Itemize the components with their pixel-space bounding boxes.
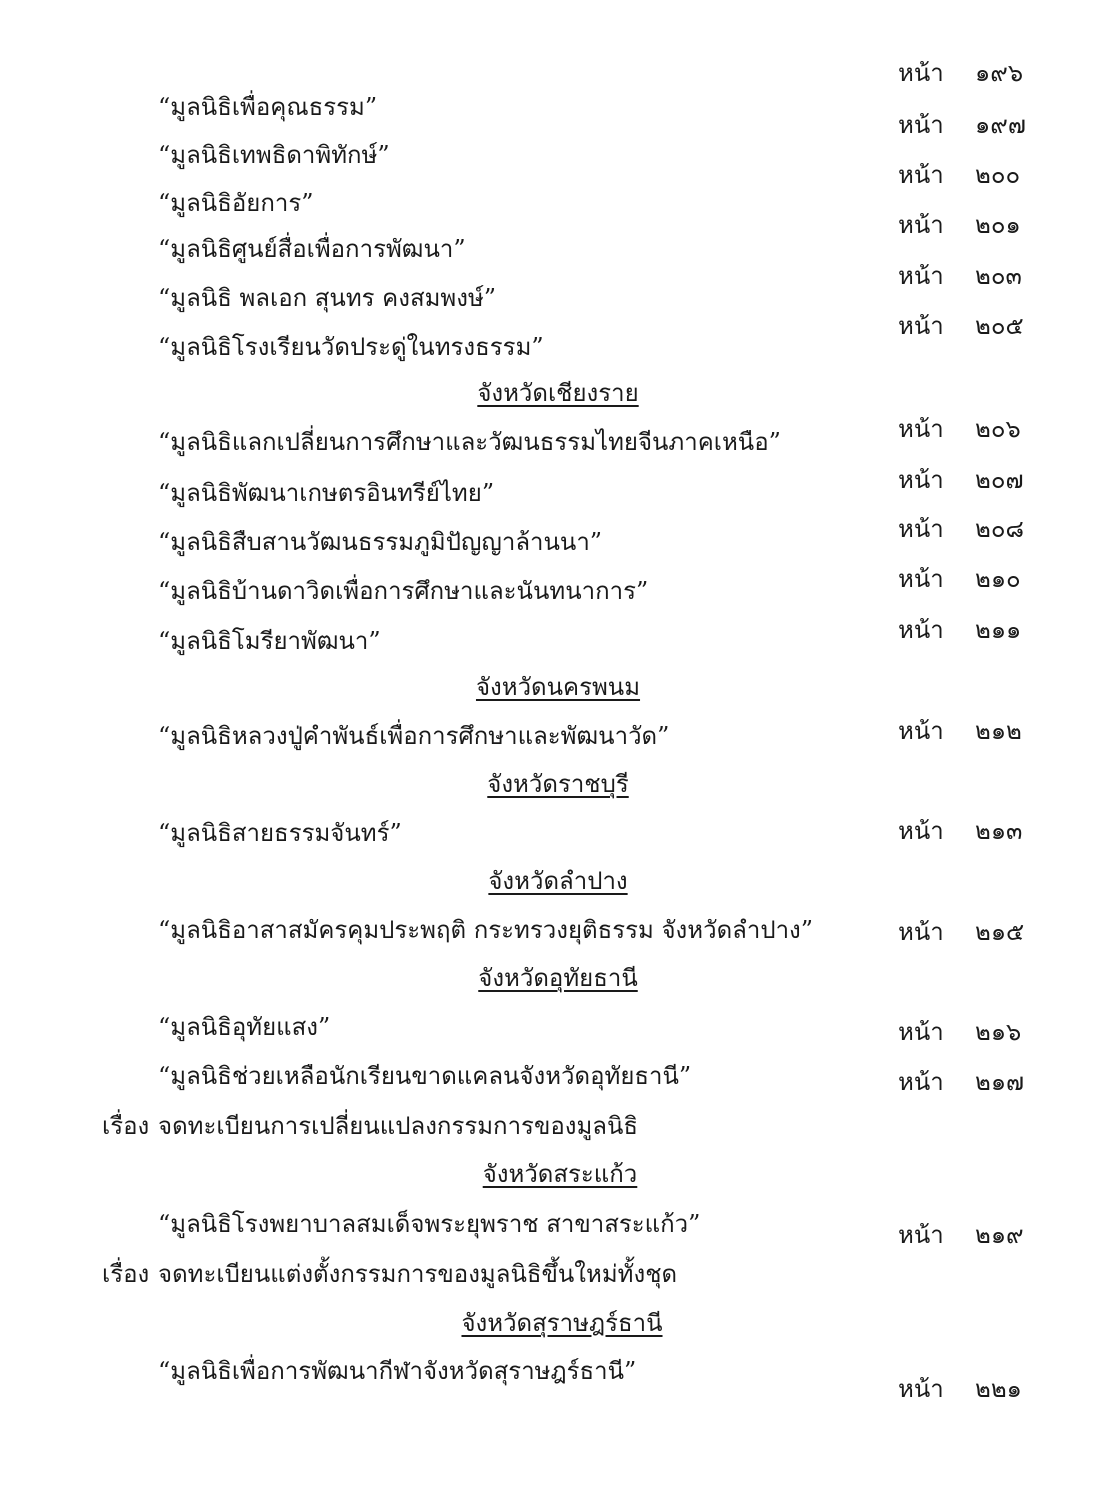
entry-text: “มูลนิธิบ้านดาวิดเพื่อการศึกษาและนันทนาการ” xyxy=(158,577,649,605)
entry-text: “มูลนิธิสืบสานวัฒนธรรมภูมิปัญญาล้านนา” xyxy=(158,528,603,556)
province-heading: จังหวัดสุราษฎร์ธานี xyxy=(461,1309,663,1337)
province-heading: จังหวัดนครพนม xyxy=(475,673,641,701)
province-heading: จังหวัดอุทัยธานี xyxy=(478,964,638,992)
page-label: หน้า xyxy=(898,111,944,139)
page-number: ๒๑๕ xyxy=(975,918,1025,946)
entry-text: “มูลนิธิอุทัยแสง” xyxy=(158,1013,331,1041)
entry-text: “มูลนิธิ พลเอก สุนทร คงสมพงษ์” xyxy=(158,284,497,312)
entry-text: “มูลนิธิอัยการ” xyxy=(158,189,314,217)
entry-text: “มูลนิธิศูนย์สื่อเพื่อการพัฒนา” xyxy=(158,235,466,263)
entry-text: “มูลนิธิเทพธิดาพิทักษ์” xyxy=(158,141,390,169)
entry-text: “มูลนิธิเพื่อคุณธรรม” xyxy=(158,93,378,121)
page-label: หน้า xyxy=(898,565,944,593)
province-heading: จังหวัดลำปาง xyxy=(488,867,628,895)
page-number: ๒๐๖ xyxy=(975,415,1021,443)
topic-text: จดทะเบียนการเปลี่ยนแปลงกรรมการของมูลนิธิ xyxy=(158,1112,639,1140)
entry-text: “มูลนิธิอาสาสมัครคุมประพฤติ กระทรวงยุติธรรม จังหวัดลำปาง” xyxy=(158,916,814,944)
province-heading: จังหวัดสระแก้ว xyxy=(482,1160,638,1188)
page-label: หน้า xyxy=(898,1375,944,1403)
entry-text: “มูลนิธิโรงเรียนวัดประดู่ในทรงธรรม” xyxy=(158,333,544,361)
page-number: ๒๐๑ xyxy=(975,211,1021,239)
page-number: ๒๑๑ xyxy=(975,616,1022,644)
province-heading: จังหวัดราชบุรี xyxy=(487,770,629,798)
page-label: หน้า xyxy=(898,515,944,543)
entry-text: “มูลนิธิสายธรรมจันทร์” xyxy=(158,819,402,847)
province-heading: จังหวัดเชียงราย xyxy=(477,379,639,407)
page-number: ๒๐๗ xyxy=(975,466,1024,494)
topic-text: จดทะเบียนแต่งตั้งกรรมการของมูลนิธิขึ้นใหม่ทั้งชุด xyxy=(158,1260,678,1288)
page-label: หน้า xyxy=(898,616,944,644)
page-label: หน้า xyxy=(898,717,944,745)
entry-text: “มูลนิธิโรงพยาบาลสมเด็จพระยุพราช สาขาสระแก้ว” xyxy=(158,1210,701,1238)
topic-label: เรื่อง xyxy=(102,1260,150,1288)
page-label: หน้า xyxy=(898,59,944,87)
page-number: ๒๑๗ xyxy=(975,1068,1025,1096)
entry-text: “มูลนิธิเพื่อการพัฒนากีฬาจังหวัดสุราษฎร์ธานี” xyxy=(158,1357,637,1385)
page-label: หน้า xyxy=(898,1018,944,1046)
page-number: ๒๑๙ xyxy=(975,1221,1024,1249)
page-label: หน้า xyxy=(898,1221,944,1249)
page-number: ๒๐๘ xyxy=(975,515,1024,543)
entry-text: “มูลนิธิหลวงปู่คำพันธ์เพื่อการศึกษาและพัฒนาวัด” xyxy=(158,722,670,750)
page-label: หน้า xyxy=(898,262,944,290)
page-number: ๒๐๐ xyxy=(975,161,1021,189)
page-number: ๒๑๖ xyxy=(975,1018,1022,1046)
entry-text: “มูลนิธิแลกเปลี่ยนการศึกษาและวัฒนธรรมไทยจีนภาคเหนือ” xyxy=(158,428,781,456)
entry-text: “มูลนิธิพัฒนาเกษตรอินทรีย์ไทย” xyxy=(158,479,495,507)
page-number: ๒๑๒ xyxy=(975,717,1022,745)
page-label: หน้า xyxy=(898,415,944,443)
page-label: หน้า xyxy=(898,312,944,340)
page-label: หน้า xyxy=(898,918,944,946)
page-label: หน้า xyxy=(898,161,944,189)
page-number: ๑๙๖ xyxy=(975,59,1024,87)
page-label: หน้า xyxy=(898,211,944,239)
page-label: หน้า xyxy=(898,817,944,845)
topic-label: เรื่อง xyxy=(102,1112,150,1140)
page-number: ๒๒๑ xyxy=(975,1375,1022,1403)
page-number: ๒๑๐ xyxy=(975,565,1021,593)
page-label: หน้า xyxy=(898,1068,944,1096)
page-number: ๒๑๓ xyxy=(975,817,1023,845)
page-number: ๒๐๕ xyxy=(975,312,1024,340)
page-number: ๑๙๗ xyxy=(975,111,1026,139)
page-label: หน้า xyxy=(898,466,944,494)
page-number: ๒๐๓ xyxy=(975,262,1022,290)
entry-text: “มูลนิธิช่วยเหลือนักเรียนขาดแคลนจังหวัดอุทัยธานี” xyxy=(158,1062,692,1090)
entry-text: “มูลนิธิโมรียาพัฒนา” xyxy=(158,627,381,655)
